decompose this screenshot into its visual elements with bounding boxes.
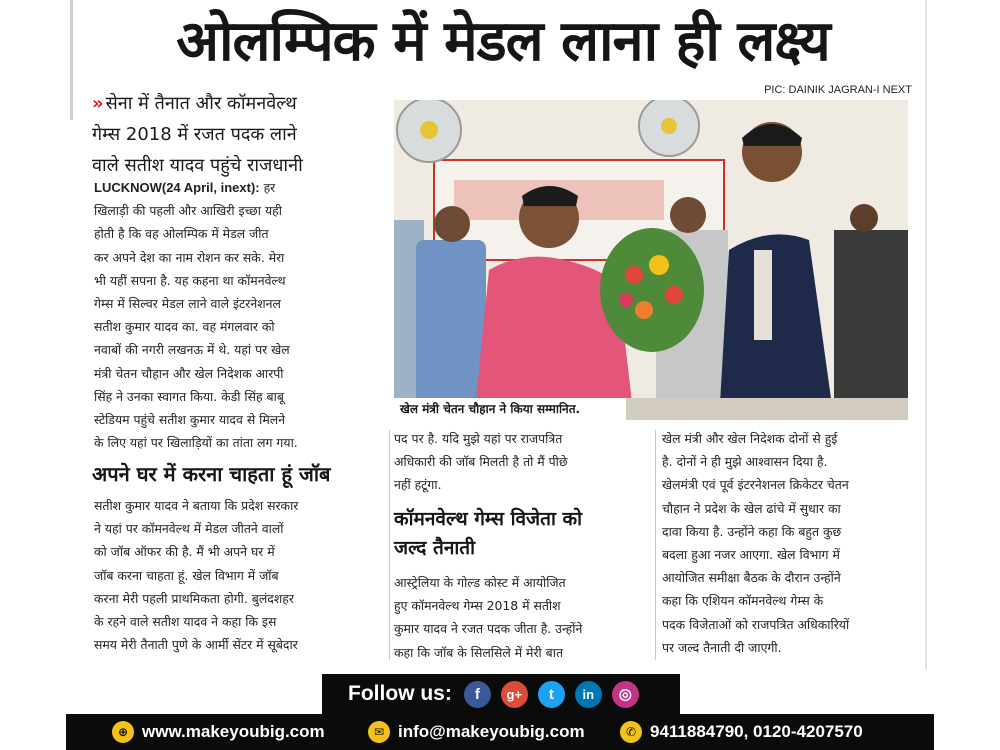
article-line: खिलाड़ी की पहली और आखिरी इच्छा यही	[94, 203, 282, 219]
article-line: मंत्री चेतन चौहान और खेल निदेशक आरपी	[94, 365, 284, 381]
phone-icon: ✆	[620, 721, 642, 743]
subhead-1: अपने घर में करना चाहता हूं जॉब	[92, 462, 331, 486]
mail-icon: ✉	[368, 721, 390, 743]
article-line: पद पर है. यदि मुझे यहां पर राजपत्रित	[394, 431, 563, 446]
photo-illustration	[394, 100, 908, 420]
article-line: नवाबों की नगरी लखनऊ में थे. यहां पर खेल	[94, 342, 290, 358]
article-column-2b	[394, 571, 650, 664]
deck-line: गेम्स 2018 में रजत पदक लाने	[92, 124, 297, 145]
instagram-icon[interactable]: ◎	[612, 681, 639, 708]
article-line: आयोजित समीक्षा बैठक के दौरान उन्होंने	[662, 570, 841, 586]
article-line: खेलमंत्री एवं पूर्व इंटरनेशनल क्रिकेटर चेतन	[662, 477, 849, 493]
column-rule	[389, 430, 390, 660]
subhead-2	[394, 505, 654, 563]
website-text: www.makeyoubig.com	[142, 722, 325, 741]
article-line: दावा किया है. उन्होंने कहा कि बहुत कुछ	[662, 523, 842, 539]
news-photo	[394, 100, 908, 420]
article-line: है. दोनों ने ही मुझे आश्वासन दिया है.	[662, 454, 828, 470]
article-column-1	[94, 176, 384, 454]
article-line: स्टेडियम पहुंचे सतीश कुमार यादव से मिलने	[94, 412, 286, 428]
article-line: LUCKNOW(24 April, inext): हर	[94, 180, 276, 195]
globe-icon: ⊕	[112, 721, 134, 743]
headline: ओलम्पिक में मेडल लाना ही लक्ष्य	[176, 9, 830, 74]
deck-line: वाले सतीश यादव पहुंचे राजधानी	[92, 155, 303, 176]
article-line: कुमार यादव ने रजत पदक जीता है. उन्होंने	[394, 621, 583, 637]
article-line: कर अपने देश का नाम रोशन कर सके. मेरा	[94, 249, 285, 265]
contact-bar	[66, 714, 934, 750]
website-link[interactable]	[112, 714, 325, 750]
page-edge-right	[925, 0, 927, 670]
article-line: हुए कॉमनवेल्थ गेम्स 2018 में सतीश	[394, 598, 561, 614]
article-line: नहीं हटूंगा.	[394, 477, 442, 493]
article-column-1b	[94, 494, 384, 656]
follow-us-bar	[322, 674, 680, 714]
column-rule	[655, 430, 656, 660]
dateline: LUCKNOW(24 April, inext):	[94, 180, 260, 195]
facebook-icon[interactable]: f	[464, 681, 491, 708]
chevron-right-icon: »	[92, 93, 100, 114]
article-line: खेल मंत्री और खेल निदेशक दोनों से हुई	[662, 431, 838, 446]
phone-text: 9411884790, 0120-4207570	[650, 722, 863, 741]
subhead-line: कॉमनवेल्थ गेम्स विजेता को	[394, 508, 583, 530]
article-line: सिंह ने उनका स्वागत किया. केडी सिंह बाबू	[94, 388, 284, 404]
article-line: होती है कि वह ओलम्पिक में मेडल जीत	[94, 226, 269, 242]
article-line: सतीश कुमार यादव का. वह मंगलवार को	[94, 319, 275, 335]
article-line: जॉब करना चाहता हूं. खेल विभाग में जॉब	[94, 567, 279, 583]
article-line: पदक विजेताओं को राजपत्रित अधिकारियों	[662, 616, 850, 632]
article-line: चौहान ने प्रदेश के खेल ढांचे में सुधार का	[662, 500, 841, 516]
article-line: भी यहीं सपना है. यह कहना था कॉमनवेल्थ	[94, 272, 286, 288]
article-line: करना मेरी पहली प्राथमिकता होगी. बुलंदशहर	[94, 590, 294, 606]
article-line: गेम्स में सिल्वर मेडल लाने वाले इंटरनेशनल	[94, 296, 281, 312]
photo-caption: खेल मंत्री चेतन चौहान ने किया सम्मानित.	[394, 398, 626, 420]
page-edge-left	[70, 0, 73, 120]
article-line: समय मेरी तैनाती पुणे के आर्मी सेंटर में सूबेदार	[94, 637, 298, 653]
phone-link[interactable]	[620, 714, 863, 750]
twitter-icon[interactable]: t	[538, 681, 565, 708]
email-text: info@makeyoubig.com	[398, 722, 585, 741]
article-line: कहा कि जॉब के सिलसिले में मेरी बात	[394, 644, 564, 660]
follow-us-label: Follow us:	[348, 682, 452, 705]
article-line: सतीश कुमार यादव ने बताया कि प्रदेश सरकार	[94, 498, 299, 513]
article-line: को जॉब ऑफर की है. मैं भी अपने घर में	[94, 544, 275, 560]
deck-line: » सेना में तैनात और कॉमनवेल्थ	[92, 93, 297, 114]
article-line: कहा कि एशियन कॉमनवेल्थ गेम्स के	[662, 593, 824, 609]
article-column-2	[394, 427, 650, 497]
article-line: के रहने वाले सतीश यादव ने कहा कि इस	[94, 614, 277, 630]
article-line: आस्ट्रेलिया के गोल्ड कोस्ट में आयोजित	[394, 575, 566, 590]
article-line: के लिए यहां पर खिलाड़ियों का तांता लग गया.	[94, 435, 298, 451]
article-column-3	[662, 427, 910, 659]
linkedin-icon[interactable]: in	[575, 681, 602, 708]
article-line: ने यहां पर कॉमनवेल्थ में मेडल जीतने वालों	[94, 521, 284, 537]
google-plus-icon[interactable]: g+	[501, 681, 528, 708]
photo-credit: PIC: DAINIK JAGRAN-I NEXT	[764, 84, 912, 96]
subhead-line: जल्द तैनाती	[394, 537, 476, 559]
article-line: पर जल्द तैनाती दी जाएगी.	[662, 639, 782, 655]
email-link[interactable]	[368, 714, 585, 750]
article-line: बदला हुआ नजर आएगा. खेल विभाग में	[662, 547, 840, 563]
deck-summary	[92, 88, 388, 181]
article-line: अधिकारी की जॉब मिलती है तो मैं पीछे	[394, 454, 568, 470]
